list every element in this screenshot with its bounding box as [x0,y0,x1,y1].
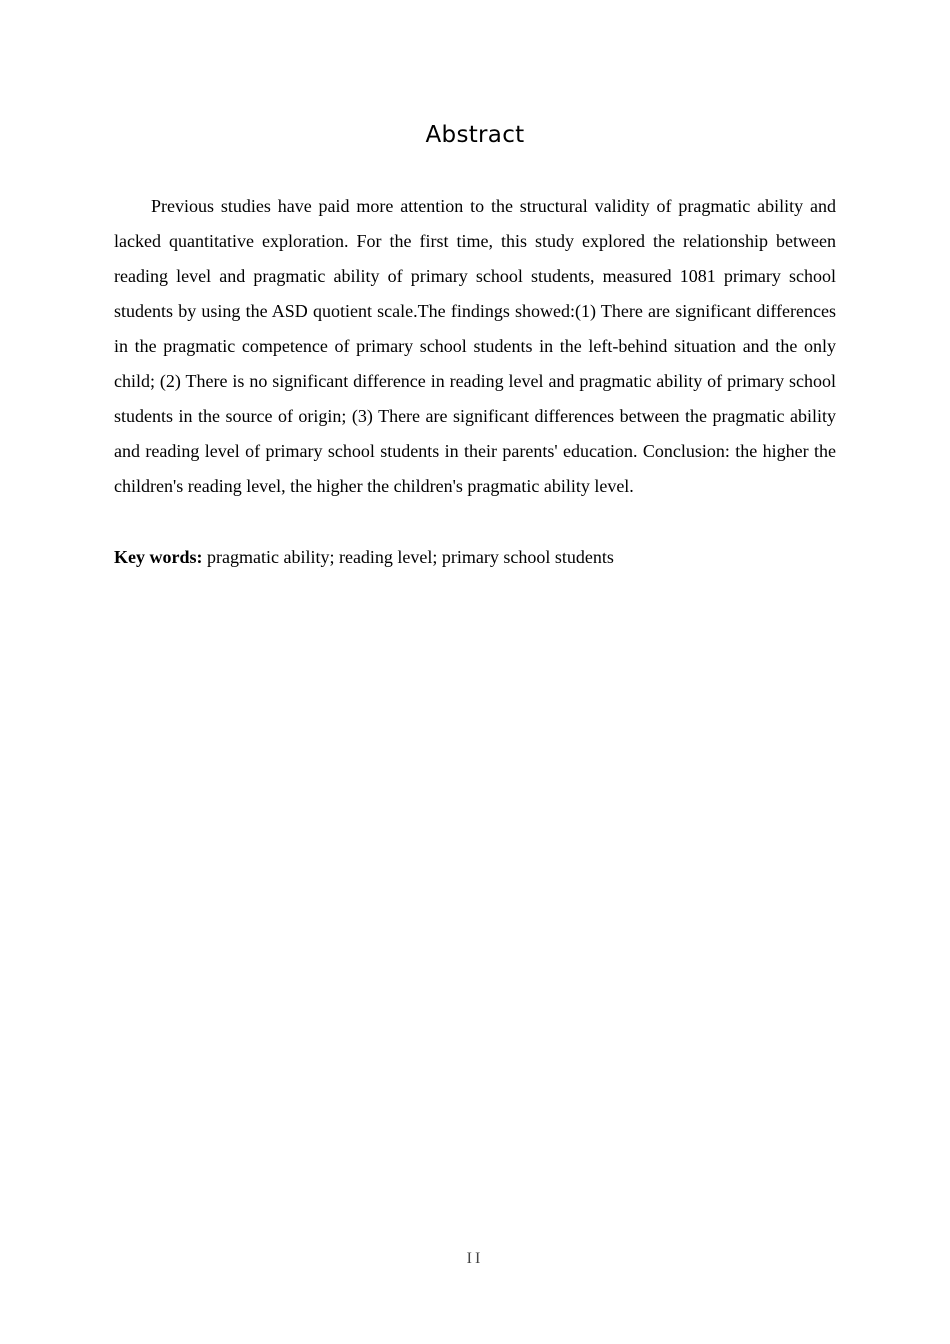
abstract-title: Abstract [425,122,525,148]
page-number: II [466,1250,484,1267]
abstract-body: Previous studies have paid more attention to the structural validity of pragmatic ability and lacked quantitative exploration. For the first time, this study explored the relationship between reading level and pragmatic ability of primary school students, measured 1081 primary school students by using the ASD quotient scale.The findings showed:(1) There are significant differences in the pragmatic competence of primary school students in the left-behind situation and the only child; (2) There is no significant difference in reading level and pragmatic ability of primary school students in the source of origin; (3) There are significant differences between the pragmatic ability and reading level of primary school students in their parents' education. Conclusion: the higher the children's reading level, the higher the children's pragmatic ability level. [114,196,836,496]
keywords-text: pragmatic ability; reading level; primary school students [202,547,614,567]
keywords-label: Key words: [114,547,203,567]
keywords-line [114,540,836,575]
